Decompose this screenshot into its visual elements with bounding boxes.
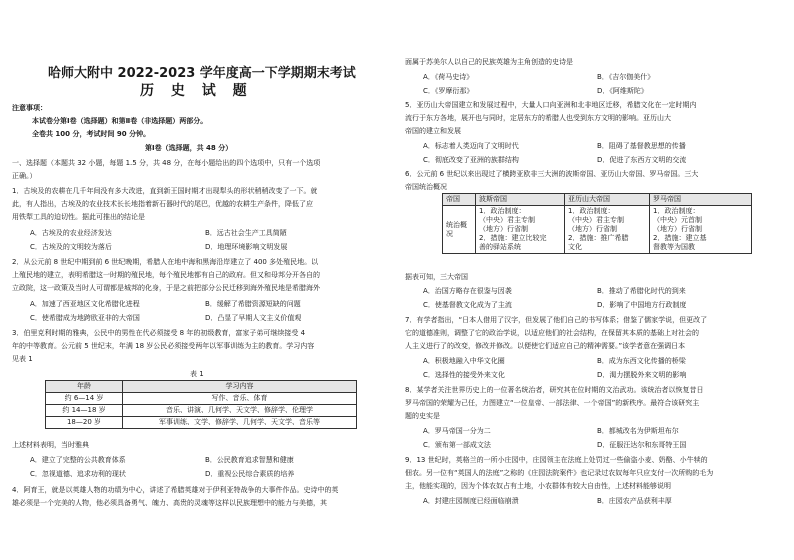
- question-2-option-c[interactable]: C．使希腊成为地跨欧亚非的大帝国: [30, 314, 140, 322]
- question-3-stem-line: 3．伯里克利时期的雅典，公民中的男性在代必须接受 8 年的初级教育，富家子弟可继续接受 4: [12, 329, 306, 337]
- part-heading: 第Ⅰ卷（选择题，共 48 分）: [145, 144, 233, 152]
- question-1-option-c[interactable]: C．古埃及的文明较为落后: [30, 243, 112, 251]
- table-2-header: 波斯帝国: [476, 194, 565, 206]
- notes-line-2: 全卷共 100 分，考试时间 90 分钟。: [32, 130, 151, 138]
- question-5-stem-line: 流行于东方各地，展开也与同时，定居东方的希腊人也受到东方文明的影响。亚历山大: [405, 114, 671, 122]
- table-2-header: 帝国: [443, 194, 476, 206]
- question-2-stem-line: 立政院，这一政策及当时人可谓都是城邦的化身，于是之前把部分公民迁移到海外殖民地是希腊海外: [12, 284, 320, 292]
- question-8-stem-line: 题的史实是: [405, 412, 440, 420]
- question-3-stem-line: 见表 1: [12, 355, 33, 363]
- notes-line-1: 本试卷分第Ⅰ卷（选择题）和第Ⅱ卷（非选择题）两部分。: [32, 117, 208, 125]
- question-3-option-c[interactable]: C．忽视道德、追求功利的现状: [30, 470, 126, 478]
- table-1-cell: 约 14—18 岁: [46, 405, 123, 417]
- question-2-stem-line: 2．从公元前 8 世纪中期到前 6 世纪晚期，希腊人在地中海和黑海沿岸建立了 400 多处殖民地。以: [12, 258, 319, 266]
- table-2-line: （中央）元首制: [653, 216, 702, 224]
- table-1-cell: 写作、音乐、体育: [123, 393, 357, 405]
- question-3-option-b[interactable]: B．公民教育追求智慧和健康: [205, 456, 294, 464]
- table-1-header: 学习内容: [123, 381, 357, 393]
- table-2-header: 罗马帝国: [650, 194, 752, 206]
- question-4-option-d[interactable]: D．《阿维斯陀》: [597, 87, 648, 95]
- question-4-stem-line: 4．阿育王，就是以英雄人物的功绩为中心，讲述了希腊英雄对于伊利亚特战争的大事件作品。史诗中的英: [12, 486, 339, 494]
- table-2-header: 亚历山大帝国: [565, 194, 650, 206]
- table-1-cell: 18—20 岁: [46, 417, 123, 429]
- question-5-option-b[interactable]: B．阻碍了基督教思想的传播: [597, 142, 686, 150]
- question-8-option-c[interactable]: C．颁布第一部成文法: [423, 441, 491, 449]
- question-4-stem-line: 面属于苏美尔人以自己的民族英雄为主角创造的史诗是: [405, 58, 573, 66]
- question-4-option-a[interactable]: A．《荷马史诗》: [423, 73, 474, 81]
- table-2-line: 1．政治制度：: [479, 207, 526, 215]
- instruction-line: 一、选择题（本题共 32 小题，每题 1.5 分，共 48 分，在每小题给出的四个选项中，只有一个选项: [12, 159, 321, 167]
- question-9-option-a[interactable]: A．封建庄园制度已经面临崩溃: [423, 497, 519, 505]
- question-8-option-a[interactable]: A．罗马帝国一分为二: [423, 427, 491, 435]
- table-2-cell: [476, 206, 565, 254]
- table-1-caption: 表 1: [190, 370, 204, 378]
- question-6-option-a[interactable]: A．治国方略存在很鉴与因袭: [423, 287, 512, 295]
- question-6-option-c[interactable]: C．使基督教文化成为了主流: [423, 301, 512, 309]
- table-1-header: 年龄: [46, 381, 123, 393]
- question-7-stem-line: 它的道德准则，调整了它的政治学说，以适应他们的社会结构，在保留其本质的基础上对社会的: [405, 329, 699, 337]
- question-7-stem-line: 人主义进行了的改变，修改并修改。以便使它们适应自己的精神需要。”该学者意在强调日本: [405, 342, 686, 350]
- question-5-stem-line: 帝国的建立和发展: [405, 127, 461, 135]
- table-2-line: 2．措施：建立比较完: [479, 234, 547, 242]
- question-1-option-d[interactable]: D．地理环境影响文明发展: [205, 243, 288, 251]
- question-3-option-d[interactable]: D．重视公民综合素质的培养: [205, 470, 295, 478]
- question-6-option-b[interactable]: B．推动了希腊化时代的到来: [597, 287, 686, 295]
- exam-subject: 历 史 试 题: [140, 83, 253, 99]
- table-2-line: 1．政治制度：: [653, 207, 700, 215]
- question-1-stem-line: 1．古埃及的农耕在几千年间没有多大改进，直到新王国时期才出现犁头的形状稍稍改变了一下。就: [12, 187, 318, 195]
- question-2-stem-line: 上殖民地的建立，表明希腊这一时期的殖民地，每个殖民地都有自己的政府。但又和母邦分开各自的: [12, 271, 320, 279]
- question-9-option-b[interactable]: B．庄园农产品获利丰厚: [597, 497, 672, 505]
- question-9-stem-line: 9．13 世纪时，英格兰的一所小庄园中，庄园领主在法庭上处罚过一些偷盗小麦、奶酪、小牛犊的: [405, 456, 708, 464]
- table-2-line: （地方）行省制: [568, 225, 617, 233]
- table-2-line: （地方）行省制: [653, 225, 702, 233]
- question-6-follow-stem: 据表可知，三大帝国: [405, 273, 468, 281]
- question-4-option-c[interactable]: C．《罗摩衍那》: [423, 87, 474, 95]
- table-2-cell: [565, 206, 650, 254]
- question-5-option-c[interactable]: C．彻底改变了亚洲的族群结构: [423, 156, 519, 164]
- table-2-line: （中央）君主专制: [568, 216, 624, 224]
- question-8-option-d[interactable]: D．征服汪达尔和东哥特王国: [597, 441, 687, 449]
- table-2-line: 善的驿站系统: [479, 243, 521, 251]
- table-2-line: 2．措施：建立基: [653, 234, 707, 242]
- table-1-cell: 军事训练、文学、修辞学、几何学、天文学、音乐等: [123, 417, 357, 429]
- table-2: [442, 193, 752, 254]
- exam-title: 哈师大附中 2022-2023 学年度高一下学期期末考试: [48, 66, 356, 81]
- table-2-line: 2．措施：推广希腊: [568, 234, 629, 242]
- table-1-cell: 约 6—14 岁: [46, 393, 123, 405]
- question-6-option-d[interactable]: D．影响了中国地方行政制度: [597, 301, 687, 309]
- question-8-stem-line: 8．某学者关注世界历史上的一位著名统治者，研究其在位时期的文治武功。该统治者以恢复昔日: [405, 386, 704, 394]
- question-5-stem-line: 5．亚历山大帝国建立和发展过程中，大量人口向亚洲和北非地区迁移，希腊文化在一定时期内: [405, 101, 697, 109]
- table-2-line: （中央）君主专制: [479, 216, 535, 224]
- question-6-stem-line: 帝国统治概况: [405, 183, 447, 191]
- table-2-line: 文化: [568, 243, 582, 251]
- question-7-option-a[interactable]: A．积极地融入中华文化圈: [423, 357, 505, 365]
- question-1-option-b[interactable]: B．远古社会生产工具简陋: [205, 229, 287, 237]
- question-7-option-d[interactable]: D．渴力摆脱外来文明的影响: [597, 371, 687, 379]
- question-7-stem-line: 7．有学者指出，“日本人借用了汉字，但发展了他们自己的书写体系；借鉴了儒家学说，但更改了: [405, 316, 708, 324]
- question-9-stem-line: 主，他能实现的，因为个体农奴占有土地，小农群体有较大自由性，上述材料能够说明: [405, 482, 671, 490]
- question-6-stem-line: 6．公元前 6 世纪以来出现过了横跨亚欧非三大洲的波斯帝国、亚历山大帝国、罗马帝国。三大: [405, 170, 699, 178]
- question-8-stem-line: 罗马帝国的荣耀为己任，力图建立“一位皇帝、一部法律、一个帝国”的新秩序。最符合该研究主: [405, 399, 700, 407]
- question-1-option-a[interactable]: A．古埃及的农业经济发达: [30, 229, 112, 237]
- instruction-line: 正确。）: [12, 172, 37, 180]
- question-8-option-b[interactable]: B．都城改名为伊斯坦布尔: [597, 427, 679, 435]
- table-2-cell: [650, 206, 752, 254]
- question-2-option-b[interactable]: B．缓解了希腊资源短缺的问题: [205, 300, 301, 308]
- table-1-cell: 音乐、讲演、几何学、天文学、修辞学、伦理学: [123, 405, 357, 417]
- question-3-option-a[interactable]: A．建立了完整的公共教育体系: [30, 456, 126, 464]
- question-7-option-b[interactable]: B．成为东西文化传播的桥梁: [597, 357, 686, 365]
- question-9-stem-line: 佃农。另一位有“英国人的法庭”之称的《庄园法院案件》也记录过农奴每年只应支付一次所购的毛为: [405, 469, 714, 477]
- question-1-stem-line: 用铁犁工具的迫切性。据此可推出的结论是: [12, 213, 145, 221]
- table-1: [45, 380, 357, 429]
- question-2-option-d[interactable]: D．凸显了早期人文主义价值观: [205, 314, 302, 322]
- table-2-row-label: 统治概况: [443, 206, 476, 254]
- question-2-option-a[interactable]: A．加速了西亚地区文化希腊化进程: [30, 300, 140, 308]
- question-3-follow-stem: 上述材料表明，当时雅典: [12, 441, 89, 449]
- table-2-line: （地方）行省制: [479, 225, 528, 233]
- question-4-stem-line: 雄必须是一个完美的人物，他必须具备勇气、魄力、高贵的灵魂等这样以民族理想中的能力与美德，其: [12, 499, 327, 507]
- question-1-stem-line: 此，有人指出，古埃及的农业技术长长地指着新石器时代的尾巴，优越的农耕生产条件，降低了应: [12, 200, 313, 208]
- question-5-option-a[interactable]: A．标志着人类迈向了文明时代: [423, 142, 519, 150]
- notes-heading: 注意事项：: [12, 104, 47, 112]
- question-7-option-c[interactable]: C．选择性的接受外来文化: [423, 371, 505, 379]
- question-3-stem-line: 年的中等教育。公元前 5 世纪末，年满 18 岁公民必须接受两年以军事训练为主的教育。学习内容: [12, 342, 315, 350]
- table-2-line: 督教等为国教: [653, 243, 695, 251]
- table-2-line: 1．政治制度：: [568, 207, 615, 215]
- question-5-option-d[interactable]: D．促进了东西方文明的交流: [597, 156, 687, 164]
- right-column: [397, 0, 794, 560]
- question-4-option-b[interactable]: B．《吉尔伽美什》: [597, 73, 655, 81]
